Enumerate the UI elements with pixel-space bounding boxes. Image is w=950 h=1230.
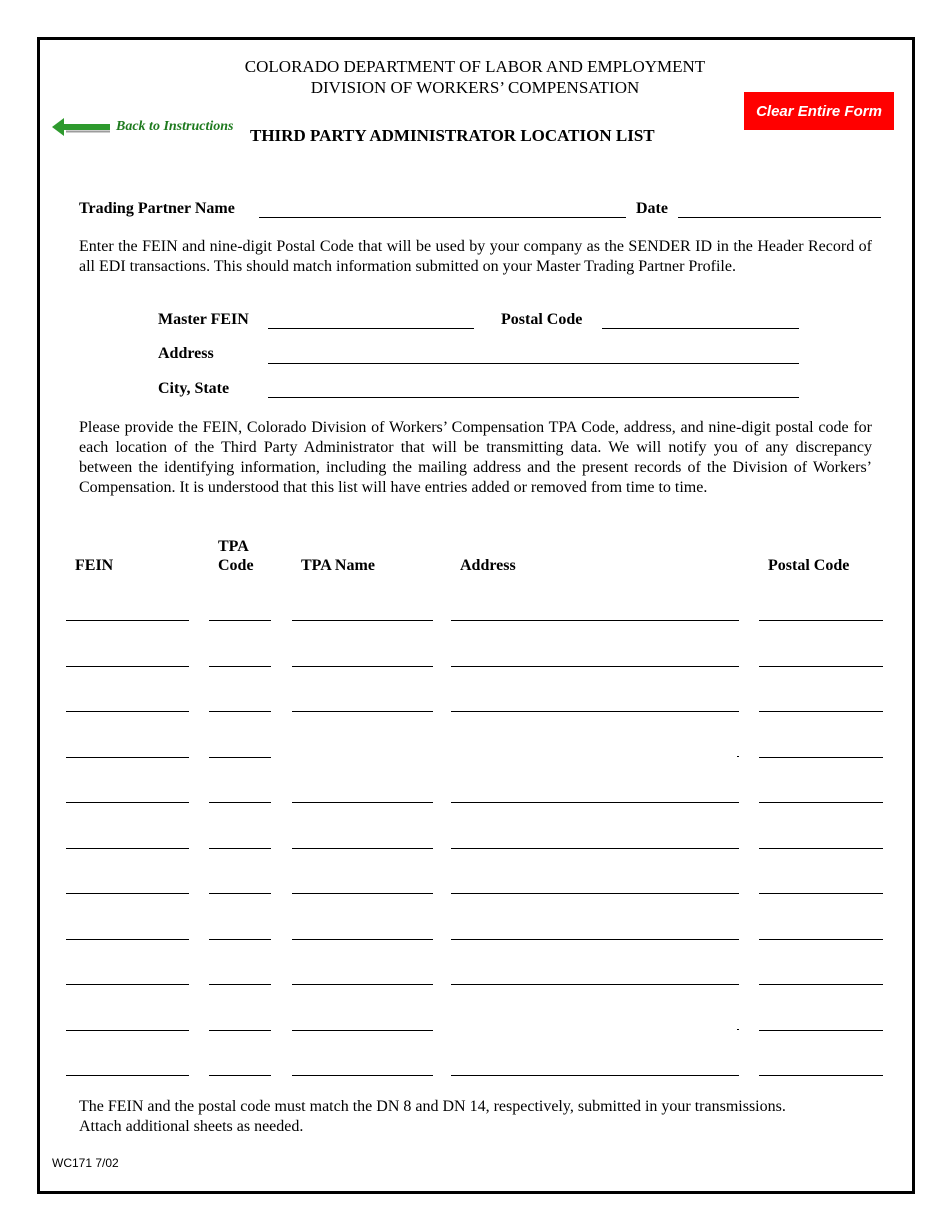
row-9-tpa-name-field[interactable]: [292, 984, 433, 985]
column-header-tpa-code-line1: TPA: [218, 538, 249, 555]
row-7-address-field[interactable]: [451, 893, 739, 894]
column-header-tpa-name: TPA Name: [301, 557, 375, 574]
row-3-address-field[interactable]: [451, 711, 739, 712]
footer-note: [79, 1097, 786, 1137]
column-header-fein: FEIN: [75, 557, 114, 574]
row-8-fein-field[interactable]: [66, 939, 189, 940]
column-header-tpa-code-line2: Code: [218, 557, 254, 574]
master-postal-label: Postal Code: [501, 311, 583, 328]
row-5-tpa-name-field[interactable]: [292, 802, 433, 803]
row-11-tpa-code-field[interactable]: [209, 1075, 271, 1076]
row-8-postal-field[interactable]: [759, 939, 883, 940]
master-fein-label: Master FEIN: [158, 311, 249, 328]
row-3-fein-field[interactable]: [66, 711, 189, 712]
row-3-tpa-code-field[interactable]: [209, 711, 271, 712]
row-1-tpa-code-field[interactable]: [209, 620, 271, 621]
back-to-instructions-link[interactable]: [52, 115, 252, 139]
back-to-instructions-label: Back to Instructions: [116, 119, 234, 134]
row-7-fein-field[interactable]: [66, 893, 189, 894]
row-7-tpa-name-field[interactable]: [292, 893, 433, 894]
clear-entire-form-button[interactable]: Clear Entire Form: [744, 92, 894, 130]
row-mark: [737, 1029, 739, 1030]
row-3-postal-field[interactable]: [759, 711, 883, 712]
row-11-tpa-name-field[interactable]: [292, 1075, 433, 1076]
row-1-fein-field[interactable]: [66, 620, 189, 621]
date-field[interactable]: [678, 217, 881, 218]
date-label: Date: [636, 200, 668, 217]
row-5-address-field[interactable]: [451, 802, 739, 803]
row-8-tpa-code-field[interactable]: [209, 939, 271, 940]
master-city-field[interactable]: [268, 397, 799, 398]
instructions-paragraph: Please provide the FEIN, Colorado Division of Workers’ Compensation TPA Code, address, and nine-digit postal code for each location of the Third Party Administrator that will be transmitting data. We will notify you of any discrepancy between the identifying information, including the mailing address and the present records of the Division of Workers’ Compensation. It is understood that this list will have entries added or removed from time to time.: [79, 419, 872, 496]
column-header-address: Address: [460, 557, 516, 574]
row-9-postal-field[interactable]: [759, 984, 883, 985]
row-9-fein-field[interactable]: [66, 984, 189, 985]
trading-partner-label: Trading Partner Name: [79, 200, 235, 217]
row-2-postal-field[interactable]: [759, 666, 883, 667]
footer-line-1: The FEIN and the postal code must match the DN 8 and DN 14, respectively, submitted in your transmissions.: [79, 1098, 786, 1115]
row-1-address-field[interactable]: [451, 620, 739, 621]
row-8-tpa-name-field[interactable]: [292, 939, 433, 940]
row-4-tpa-code-field[interactable]: [209, 757, 271, 758]
row-10-tpa-name-field[interactable]: [292, 1030, 433, 1031]
row-6-postal-field[interactable]: [759, 848, 883, 849]
master-postal-field[interactable]: [602, 328, 799, 329]
row-10-tpa-code-field[interactable]: [209, 1030, 271, 1031]
row-6-tpa-name-field[interactable]: [292, 848, 433, 849]
column-header-postal-code: Postal Code: [768, 557, 850, 574]
master-fein-field[interactable]: [268, 328, 474, 329]
row-3-tpa-name-field[interactable]: [292, 711, 433, 712]
trading-partner-field[interactable]: [259, 217, 626, 218]
form-title: THIRD PARTY ADMINISTRATOR LOCATION LIST: [250, 126, 655, 145]
master-city-label: City, State: [158, 380, 230, 397]
row-8-address-field[interactable]: [451, 939, 739, 940]
row-6-tpa-code-field[interactable]: [209, 848, 271, 849]
row-6-address-field[interactable]: [451, 848, 739, 849]
row-11-fein-field[interactable]: [66, 1075, 189, 1076]
footer-line-2: Attach additional sheets as needed.: [79, 1118, 304, 1135]
row-2-address-field[interactable]: [451, 666, 739, 667]
row-7-tpa-code-field[interactable]: [209, 893, 271, 894]
division-name: DIVISION OF WORKERS’ COMPENSATION: [310, 78, 640, 97]
row-4-fein-field[interactable]: [66, 757, 189, 758]
row-9-tpa-code-field[interactable]: [209, 984, 271, 985]
row-mark: [737, 756, 739, 757]
row-5-postal-field[interactable]: [759, 802, 883, 803]
row-2-tpa-code-field[interactable]: [209, 666, 271, 667]
master-address-field[interactable]: [268, 363, 799, 364]
row-1-postal-field[interactable]: [759, 620, 883, 621]
agency-name: COLORADO DEPARTMENT OF LABOR AND EMPLOYMENT: [244, 57, 706, 76]
row-11-postal-field[interactable]: [759, 1075, 883, 1076]
row-10-postal-field[interactable]: [759, 1030, 883, 1031]
row-9-address-field[interactable]: [451, 984, 739, 985]
intro-paragraph: Enter the FEIN and nine-digit Postal Code that will be used by your company as the SENDER ID in the Header Record of all EDI transactions. This should match information submitted on your Master Trading Partner Profile.: [79, 238, 872, 275]
row-1-tpa-name-field[interactable]: [292, 620, 433, 621]
row-5-fein-field[interactable]: [66, 802, 189, 803]
form-id: WC171 7/02: [52, 1156, 119, 1170]
row-2-tpa-name-field[interactable]: [292, 666, 433, 667]
row-6-fein-field[interactable]: [66, 848, 189, 849]
row-11-address-field[interactable]: [451, 1075, 739, 1076]
row-2-fein-field[interactable]: [66, 666, 189, 667]
row-4-postal-field[interactable]: [759, 757, 883, 758]
row-10-fein-field[interactable]: [66, 1030, 189, 1031]
master-address-label: Address: [158, 345, 214, 362]
back-arrow-icon: [52, 116, 112, 138]
row-5-tpa-code-field[interactable]: [209, 802, 271, 803]
row-7-postal-field[interactable]: [759, 893, 883, 894]
